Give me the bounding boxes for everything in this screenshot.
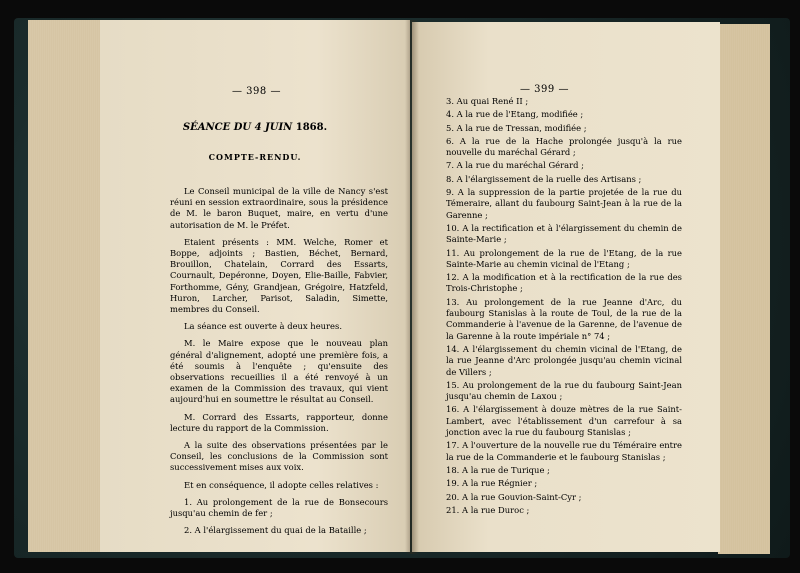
list-item: 16. A l'élargissement à douze mètres de la rue Saint-Lambert, avec l'établissement d'un carrefour à sa jonction avec la rue du faubourg Stanislas ; [446, 404, 682, 438]
session-title-prefix: SÉANCE DU 4 JUIN [182, 122, 293, 133]
list-item: 21. A la rue Duroc ; [446, 504, 530, 515]
left-page-number: — 398 — [232, 86, 281, 97]
paragraph: M. le Maire expose que le nouveau plan général d'alignement, adopté une première fois, a été soumis à l'enquête ; qu'ensuite des observations recueillies il a été renvoyé à un examen de la Commission des travaux, qui vient aujourd'hui en soumettre le résultat au Conseil. [170, 338, 388, 405]
paragraph: La séance est ouverte à deux heures. [184, 321, 342, 332]
list-item: 10. A la rectification et à l'élargissement du chemin de Sainte-Marie ; [446, 222, 682, 245]
list-item: 11. Au prolongement de la rue de l'Etang, de la rue Sainte-Marie au chemin vicinal de l'Etang ; [446, 247, 682, 269]
list-item: 8. A l'élargissement de la ruelle des Artisans ; [446, 173, 642, 184]
paragraph: Etaient présents : MM. Welche, Romer et Boppe, adjoints ; Bastien, Béchet, Bernard, Brouillon, Chatelain, Corrard des Essarts, Cournault, Depéronne, Doyen, Elie-Baille, Fabvier, Forthomme, Gény, Grandjean, Grégoire, Hatzfeld, Huron, Larcher, Parisot, Saladin, Simette, membres du Conseil. [170, 236, 388, 315]
list-item: 3. Au quai René II ; [446, 96, 529, 106]
session-title-year: 1868. [295, 122, 328, 133]
list-item: 20. A la rue Gouvion-Saint-Cyr ; [446, 491, 582, 502]
left-page-body [170, 186, 388, 542]
paragraph: Et en conséquence, il adopte celles relatives : [184, 479, 379, 490]
right-page-edges [718, 24, 770, 554]
list-item: 6. A la rue de la Hache prolongée jusqu'à la rue nouvelle du maréchal Gérard ; [446, 135, 682, 158]
session-title [120, 122, 390, 133]
paragraph: M. Corrard des Essarts, rapporteur, donne lecture du rapport de la Commission. [170, 411, 388, 433]
list-item: 14. A l'élargissement du chemin vicinal de l'Etang, de la rue Jeanne d'Arc prolongée jusqu'au chemin vicinal de Villers ; [446, 343, 682, 377]
paragraph: A la suite des observations présentées par le Conseil, les conclusions de la Commission sont successivement mises aux voix. [170, 440, 388, 473]
book-gutter [405, 20, 419, 554]
list-item: 9. A la suppression de la partie projetée de la rue du Témeraire, allant du faubourg Saint-Jean à la rue de la Garenne ; [446, 187, 682, 220]
list-item: 1. Au prolongement de la rue de Bonsecours jusqu'au chemin de fer ; [170, 496, 388, 519]
list-item: 5. A la rue de Tressan, modifiée ; [446, 122, 587, 133]
list-item: 19. A la rue Régnier ; [446, 478, 538, 489]
right-page-body [446, 96, 682, 518]
list-item: 4. A la rue de l'Etang, modifiée ; [446, 109, 584, 120]
list-item: 7. A la rue du maréchal Gérard ; [446, 160, 584, 171]
right-page-number: — 399 — [520, 84, 569, 95]
list-item: 18. A la rue de Turique ; [446, 464, 550, 475]
list-item: 17. A l'ouverture de la nouvelle rue du Téméraire entre la rue de la Commanderie et le faubourg Stanislas ; [446, 440, 682, 462]
list-item: 15. Au prolongement de la rue du faubourg Saint-Jean jusqu'au chemin de Laxou ; [446, 379, 682, 402]
left-page-edges [28, 20, 104, 552]
list-item: 12. A la modification et à la rectification de la rue des Trois-Christophe ; [446, 272, 682, 294]
paragraph: Le Conseil municipal de la ville de Nancy s'est réuni en session extraordinaire, sous la présidence de M. le baron Buquet, maire, en vertu d'une autorisation de M. le Préfet. [170, 186, 388, 230]
list-item: 13. Au prolongement de la rue Jeanne d'Arc, du faubourg Stanislas à la route de Toul, de la rue de la Commanderie à l'avenue de la Garenne, de l'avenue de la Garenne à la route impériale n° 74 ; [446, 296, 682, 341]
section-subtitle: COMPTE-RENDU. [208, 152, 302, 162]
list-item: 2. A l'élargissement du quai de la Bataille ; [184, 525, 367, 536]
